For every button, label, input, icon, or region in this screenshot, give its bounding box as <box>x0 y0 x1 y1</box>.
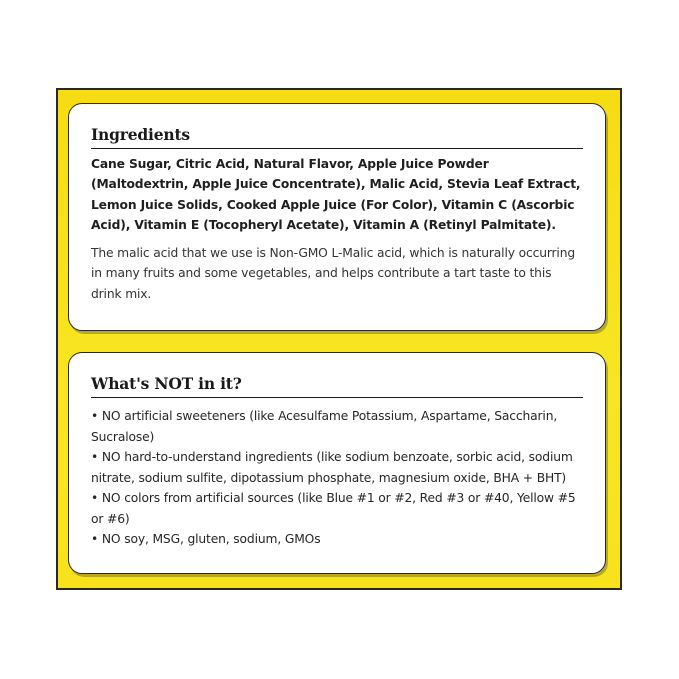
list-item: • NO hard-to-understand ingredients (like sodium benzoate, sorbic acid, sodium nitrate, sodium sulfite, dipotassium phosphate, magnesium oxide, BHA + BHT) <box>91 450 573 485</box>
ingredients-card <box>68 103 606 331</box>
list-item: • NO colors from artificial sources (like Blue #1 or #2, Red #3 or #40, Yellow #5 or #6) <box>91 491 576 526</box>
not-in-it-title: What's NOT in it? <box>91 353 583 398</box>
not-in-it-list <box>91 406 583 550</box>
list-item: • NO artificial sweeteners (like Acesulfame Potassium, Aspartame, Saccharin, Sucralose) <box>91 409 558 444</box>
not-in-it-card <box>68 352 606 574</box>
ingredients-title: Ingredients <box>91 104 583 149</box>
ingredients-list: Cane Sugar, Citric Acid, Natural Flavor, Apple Juice Powder (Maltodextrin, Apple Juice Concentrate), Malic Acid, Stevia Leaf Extract, Lemon Juice Solids, Cooked Apple Juice (For Color), Vitamin C (Ascorbic Acid), Vitamin E (Tocopheryl Acetate), Vitamin A (Retinyl Palmitate). <box>91 157 581 232</box>
malic-acid-note: The malic acid that we use is Non-GMO L-Malic acid, which is naturally occurring in many fruits and some vegetables, and helps contribute a tart taste to this drink mix. <box>91 246 575 301</box>
list-item: • NO soy, MSG, gluten, sodium, GMOs <box>91 532 321 546</box>
